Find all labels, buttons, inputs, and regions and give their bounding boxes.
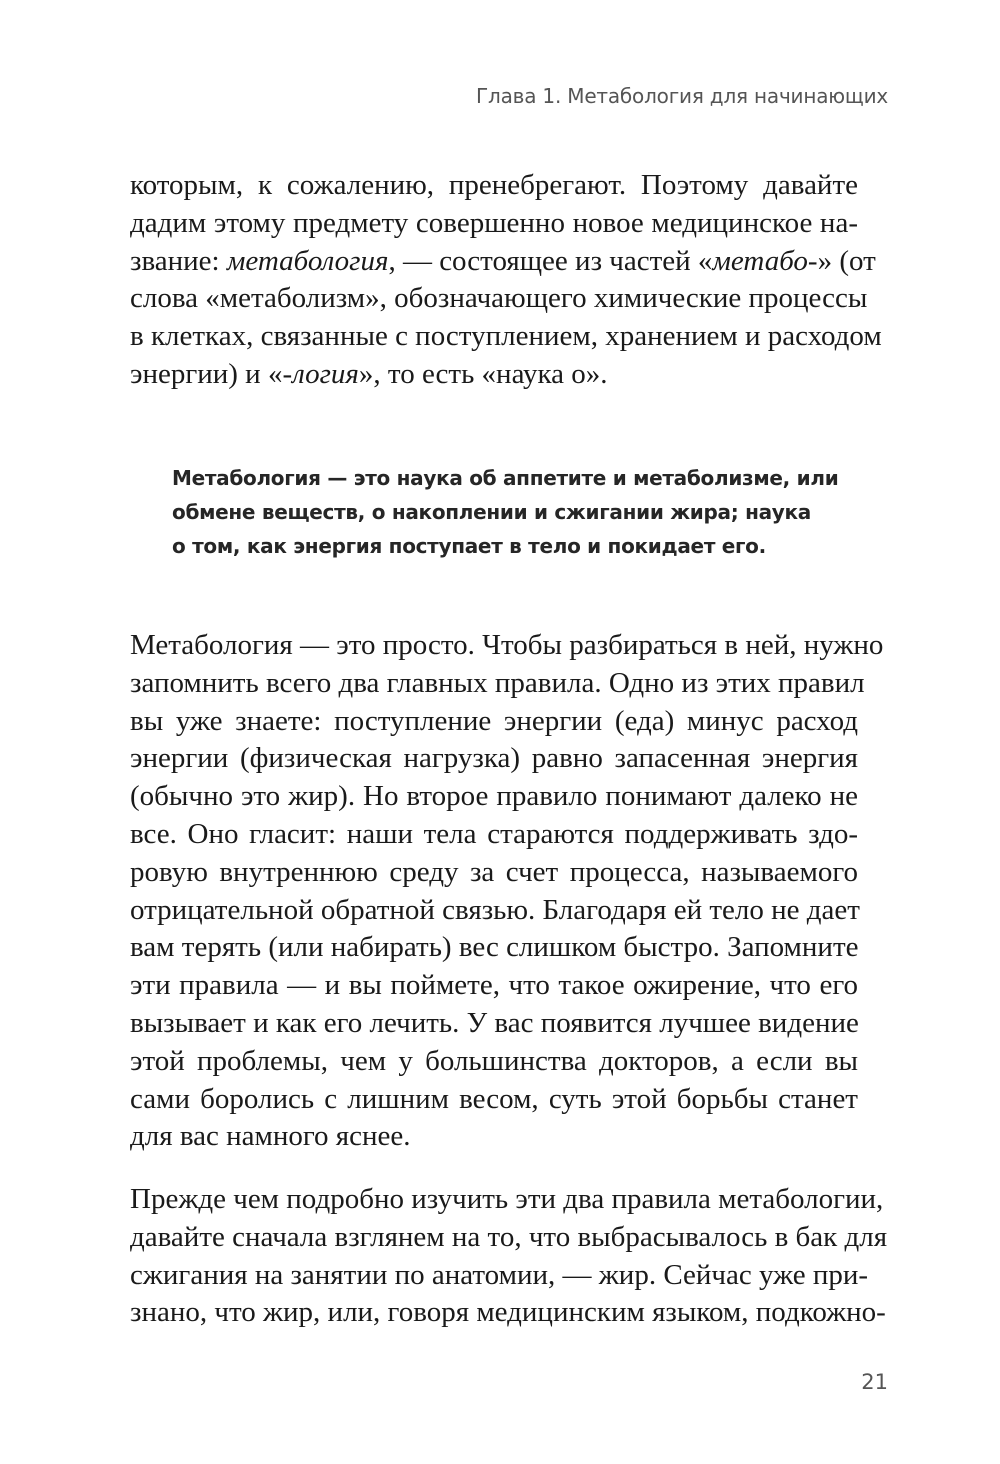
text-line: ровую внутреннюю среду за счет процесса, называемого [130, 855, 858, 888]
text-run: » (от [817, 244, 876, 277]
italic-term: -логия [282, 357, 359, 390]
text-line: дадим этому предмету совершенно новое медицинское на- [130, 206, 858, 239]
running-header: Глава 1. Метабология для начинающих [475, 84, 888, 108]
paragraph-intro [130, 167, 882, 394]
text-line: сами боролись с лишним весом, суть этой борьбы станет [130, 1082, 858, 1115]
callout-line: Метабология — это наука об аппетите и метаболизме, или [172, 466, 839, 490]
text-line: слова «метаболизм», обозначающего химические процессы [130, 282, 868, 315]
text-line: эти правила — и вы поймете, что такое ожирение, что его [130, 969, 858, 1002]
paragraph-fat [130, 1181, 888, 1332]
text-run: звание: [130, 244, 227, 277]
text-line: энергии (физическая нагрузка) равно запасенная энергия [130, 742, 858, 775]
callout-line: обмене веществ, о накоплении и сжигании жира; наука [172, 500, 812, 524]
text-line: вызывает и как его лечить. У вас появится лучшее видение [130, 1006, 859, 1039]
text-line: запомнить всего два главных правила. Одно из этих правил [130, 666, 865, 699]
paragraph-rules [130, 627, 884, 1156]
text-line: давайте сначала взглянем на то, что выбрасывалось в бак для [130, 1220, 888, 1253]
text-line: вы уже знаете: поступление энергии (еда) минус расход [130, 704, 858, 737]
text-line: сжигания на занятии по анатомии, — жир. Сейчас уже при- [130, 1258, 869, 1291]
italic-term: метабо- [712, 244, 818, 277]
italic-term: метабология [226, 244, 389, 277]
text-line: в клетках, связанные с поступлением, хранением и расходом [130, 320, 882, 353]
text-line: вам терять (или набирать) вес слишком быстро. Запомните [130, 931, 859, 964]
text-line: отрицательной обратной связью. Благодаря ей тело не дает [130, 893, 860, 926]
text-line: Метабология — это просто. Чтобы разбираться в ней, нужно [130, 629, 884, 661]
text-line: для вас намного яснее. [130, 1120, 411, 1153]
definition-callout [172, 461, 839, 563]
text-line: знано, что жир, или, говоря медицинским языком, подкожно- [130, 1296, 886, 1329]
text-line [130, 356, 858, 394]
text-line [130, 243, 876, 281]
text-run: », то есть «наука о». [358, 357, 608, 390]
text-line: этой проблемы, чем у большинства докторов, а если вы [130, 1044, 858, 1077]
callout-line: о том, как энергия поступает в тело и покидает его. [172, 534, 766, 558]
text-line: все. Оно гласит: наши тела стараются поддерживать здо- [130, 817, 858, 850]
text-run: , — состоящее из частей « [388, 244, 713, 277]
text-line: (обычно это жир). Но второе правило понимают далеко не [130, 780, 858, 813]
page-number: 21 [861, 1370, 888, 1394]
text-line: которым, к сожалению, пренебрегают. Поэтому давайте [130, 169, 858, 201]
text-line: Прежде чем подробно изучить эти два правила метабологии, [130, 1183, 884, 1215]
text-run: энергии) и « [130, 357, 283, 390]
